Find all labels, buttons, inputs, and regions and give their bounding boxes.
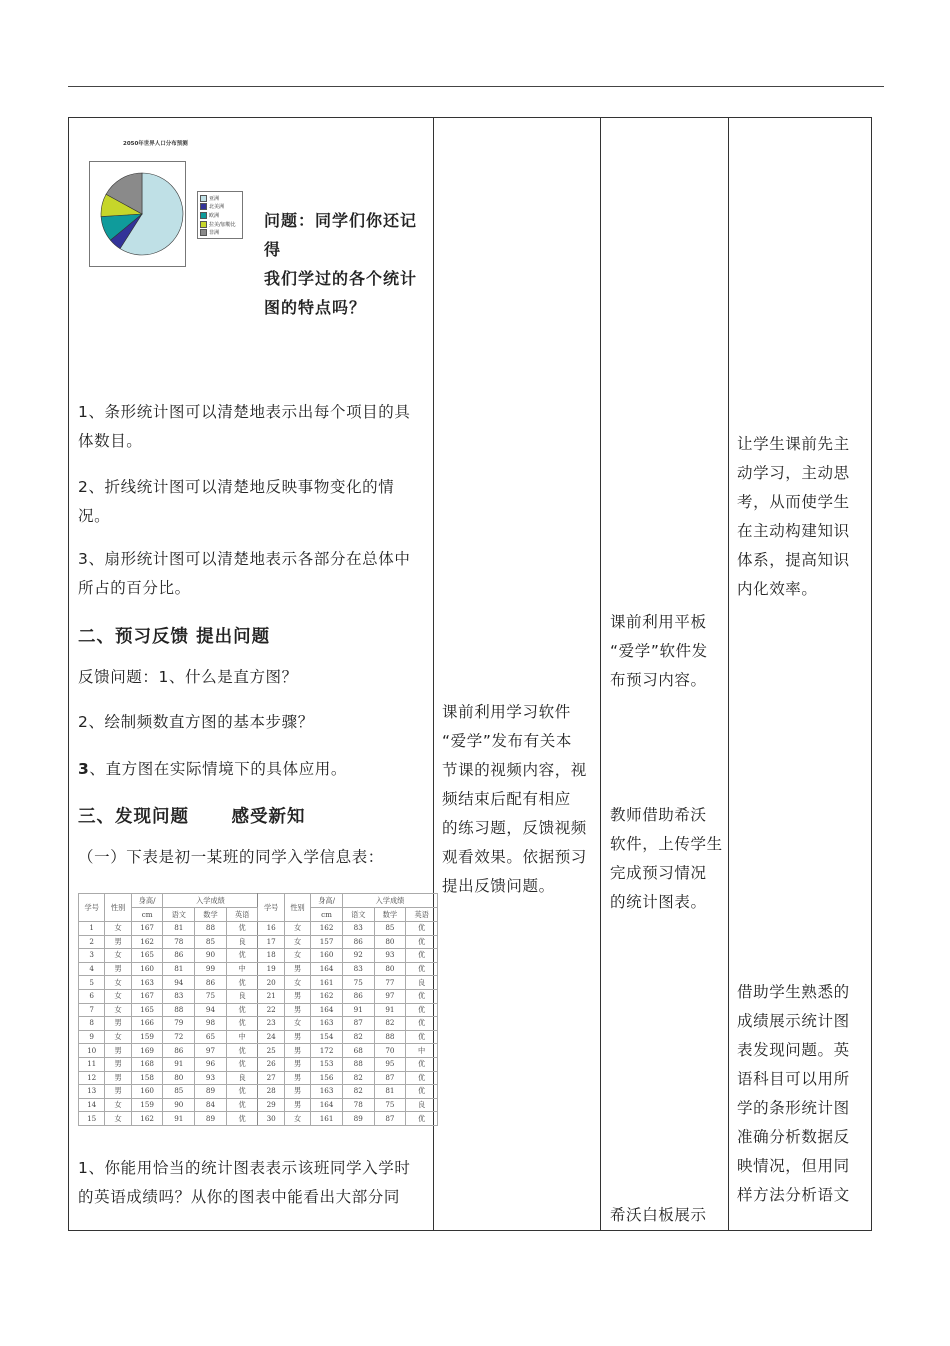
chinese-cell: 88 — [342, 1057, 374, 1071]
english-cell: 优 — [406, 1085, 438, 1099]
text-line: 完成预习情况 — [610, 864, 707, 882]
text-line: 样方法分析语文 — [737, 1186, 850, 1204]
chinese-cell: 75 — [342, 976, 374, 990]
math-cell: 89 — [195, 1085, 227, 1099]
math-cell: 88 — [195, 922, 227, 936]
chinese-cell: 82 — [342, 1071, 374, 1085]
height-cell: 159 — [131, 1030, 163, 1044]
id-cell: 22 — [258, 1003, 284, 1017]
gender-cell: 女 — [105, 976, 131, 990]
legend-item — [200, 228, 240, 237]
height-cell: 154 — [311, 1030, 343, 1044]
text-line: 2、折线统计图可以清楚地反映事物变化的情 — [78, 478, 395, 496]
english-cell: 良 — [226, 935, 258, 949]
legend-swatch — [200, 229, 207, 236]
chinese-cell: 92 — [342, 949, 374, 963]
tech-usage-2 — [610, 801, 726, 917]
table-row — [79, 1030, 438, 1044]
english-cell: 优 — [226, 1003, 258, 1017]
english-cell: 中 — [226, 962, 258, 976]
pie-chart-title: 2050年世界人口分布预测 — [123, 141, 188, 147]
height-cell: 162 — [311, 922, 343, 936]
feedback-1: 反馈问题：1、什么是直方图？ — [78, 668, 298, 686]
table-row — [79, 935, 438, 949]
legend-label: 北美洲 — [209, 204, 225, 211]
math-cell: 80 — [374, 935, 406, 949]
feedback-2: 2、绘制频数直方图的基本步骤？ — [78, 713, 314, 731]
legend-label: 亚洲 — [209, 195, 220, 202]
text-line: 动学习，主动思 — [737, 464, 850, 482]
id-cell: 7 — [79, 1003, 105, 1017]
legend-label: 非洲 — [209, 230, 220, 237]
gender-cell: 男 — [284, 1098, 310, 1112]
chinese-cell: 87 — [342, 1017, 374, 1031]
question-line: 图的特点吗？ — [264, 298, 367, 317]
gender-cell: 男 — [284, 1044, 310, 1058]
chinese-cell: 86 — [342, 935, 374, 949]
id-cell: 9 — [79, 1030, 105, 1044]
legend-swatch — [200, 203, 207, 210]
gender-cell: 男 — [105, 1085, 131, 1099]
chinese-cell: 94 — [163, 976, 195, 990]
chinese-cell: 86 — [163, 1044, 195, 1058]
table-row — [79, 1085, 438, 1099]
text-line: 映情况，但用同 — [737, 1157, 850, 1175]
english-question — [78, 1154, 430, 1212]
gender-cell: 男 — [105, 1017, 131, 1031]
question-line: 问题：同学们你还记得 — [264, 211, 418, 259]
id-cell: 2 — [79, 935, 105, 949]
point-2 — [78, 473, 430, 531]
id-cell: 15 — [79, 1112, 105, 1126]
math-cell: 93 — [195, 1071, 227, 1085]
math-cell: 87 — [374, 1112, 406, 1126]
table-row — [79, 1112, 438, 1126]
text-line: “爱学”发布有关本 — [442, 732, 572, 750]
text-line: 软件，上传学生 — [610, 835, 723, 853]
id-cell: 6 — [79, 989, 105, 1003]
id-cell: 17 — [258, 935, 284, 949]
english-cell: 优 — [226, 949, 258, 963]
header-chinese: 语文 — [342, 908, 374, 922]
height-cell: 163 — [311, 1017, 343, 1031]
id-cell: 26 — [258, 1057, 284, 1071]
header-gender: 性别 — [105, 894, 131, 922]
english-cell: 良 — [226, 1071, 258, 1085]
table-row — [79, 1071, 438, 1085]
chinese-cell: 81 — [163, 922, 195, 936]
chinese-cell: 88 — [163, 1003, 195, 1017]
math-cell: 97 — [195, 1044, 227, 1058]
header-height: 身高/ — [131, 894, 163, 908]
gender-cell: 女 — [105, 1098, 131, 1112]
height-cell: 156 — [311, 1071, 343, 1085]
gender-cell: 女 — [284, 1112, 310, 1126]
math-cell: 77 — [374, 976, 406, 990]
content-column — [69, 118, 433, 1230]
header-chinese: 语文 — [163, 908, 195, 922]
chinese-cell: 80 — [163, 1071, 195, 1085]
legend-item — [200, 211, 240, 220]
id-cell: 20 — [258, 976, 284, 990]
english-cell: 优 — [406, 1071, 438, 1085]
chinese-cell: 89 — [342, 1112, 374, 1126]
text-line: 观看效果。依据预习 — [442, 848, 587, 866]
feedback-3 — [78, 755, 347, 784]
english-cell: 优 — [406, 1112, 438, 1126]
tech-usage-1 — [610, 608, 726, 695]
height-cell: 158 — [131, 1071, 163, 1085]
id-cell: 24 — [258, 1030, 284, 1044]
legend-item — [200, 220, 240, 229]
chinese-cell: 91 — [342, 1003, 374, 1017]
english-cell: 优 — [226, 1085, 258, 1099]
table-row — [79, 1017, 438, 1031]
gender-cell: 女 — [284, 935, 310, 949]
text-line: 1、你能用恰当的统计图表表示该班同学入学时 — [78, 1159, 411, 1177]
table-row — [79, 1057, 438, 1071]
gender-cell: 女 — [105, 922, 131, 936]
gender-cell: 女 — [105, 989, 131, 1003]
table-intro: （一）下表是初一某班的同学入学信息表： — [78, 848, 384, 866]
math-cell: 85 — [374, 922, 406, 936]
id-cell: 8 — [79, 1017, 105, 1031]
id-cell: 25 — [258, 1044, 284, 1058]
id-cell: 16 — [258, 922, 284, 936]
id-cell: 13 — [79, 1085, 105, 1099]
header-height-unit: cm — [131, 908, 163, 922]
review-question — [264, 206, 433, 322]
point-3 — [78, 545, 430, 603]
gender-cell: 女 — [284, 976, 310, 990]
gender-cell: 男 — [284, 1003, 310, 1017]
header-english: 英语 — [226, 908, 258, 922]
math-cell: 65 — [195, 1030, 227, 1044]
chinese-cell: 82 — [342, 1030, 374, 1044]
math-cell: 81 — [374, 1085, 406, 1099]
text-line: 学的条形统计图 — [737, 1099, 850, 1117]
pie-legend — [197, 191, 243, 239]
text-line: 频结束后配有相应 — [442, 790, 571, 808]
tech-usage-3 — [610, 1201, 726, 1230]
chinese-cell: 81 — [163, 962, 195, 976]
text-line: 1、条形统计图可以清楚地表示出每个项目的具 — [78, 403, 411, 421]
table-header-row — [79, 894, 438, 908]
gender-cell: 男 — [105, 1044, 131, 1058]
english-cell: 中 — [406, 1044, 438, 1058]
math-cell: 82 — [374, 1017, 406, 1031]
gender-cell: 男 — [284, 962, 310, 976]
gender-cell: 男 — [284, 1071, 310, 1085]
table-row — [79, 949, 438, 963]
header-height-unit: cm — [311, 908, 343, 922]
column-divider — [728, 118, 729, 1230]
table-row — [79, 962, 438, 976]
chinese-cell: 90 — [163, 1098, 195, 1112]
math-cell: 84 — [195, 1098, 227, 1112]
text-line: 成绩展示统计图 — [737, 1012, 850, 1030]
english-cell: 优 — [226, 1112, 258, 1126]
english-cell: 优 — [406, 1030, 438, 1044]
english-cell: 优 — [226, 1044, 258, 1058]
text-line: 让学生课前先主 — [737, 435, 850, 453]
height-cell: 157 — [311, 935, 343, 949]
gender-cell: 男 — [105, 1057, 131, 1071]
height-cell: 167 — [131, 989, 163, 1003]
math-cell: 94 — [195, 1003, 227, 1017]
english-cell: 良 — [406, 976, 438, 990]
id-cell: 29 — [258, 1098, 284, 1112]
chinese-cell: 86 — [163, 949, 195, 963]
top-rule — [68, 86, 884, 87]
text-line: 的统计图表。 — [610, 893, 707, 911]
gender-cell: 女 — [105, 1003, 131, 1017]
text-line: 所占的百分比。 — [78, 579, 191, 597]
text-line: 体系，提高知识 — [737, 551, 850, 569]
header-english: 英语 — [406, 908, 438, 922]
table-row — [79, 1044, 438, 1058]
text-line: 提出反馈问题。 — [442, 877, 555, 895]
table-row — [79, 1003, 438, 1017]
chinese-cell: 79 — [163, 1017, 195, 1031]
id-cell: 3 — [79, 949, 105, 963]
design-intent-2 — [737, 978, 867, 1210]
math-cell: 87 — [374, 1071, 406, 1085]
height-cell: 165 — [131, 1003, 163, 1017]
chinese-cell: 86 — [342, 989, 374, 1003]
height-cell: 167 — [131, 922, 163, 936]
text-line: 在主动构建知识 — [737, 522, 850, 540]
english-cell: 优 — [226, 976, 258, 990]
student-activity — [442, 698, 596, 901]
height-cell: 161 — [311, 1112, 343, 1126]
text-line: 语科目可以用所 — [737, 1070, 850, 1088]
pie-chart-frame — [89, 161, 186, 267]
id-cell: 12 — [79, 1071, 105, 1085]
gender-cell: 男 — [284, 1030, 310, 1044]
height-cell: 161 — [311, 976, 343, 990]
english-cell: 优 — [406, 1003, 438, 1017]
text-line: 节课的视频内容，视 — [442, 761, 587, 779]
id-cell: 18 — [258, 949, 284, 963]
chinese-cell: 91 — [163, 1057, 195, 1071]
feedback-3-number: 3 — [78, 760, 90, 778]
height-cell: 163 — [131, 976, 163, 990]
math-cell: 89 — [195, 1112, 227, 1126]
table-row — [79, 976, 438, 990]
english-cell: 优 — [226, 1098, 258, 1112]
legend-item — [200, 194, 240, 203]
table-row — [79, 1098, 438, 1112]
height-cell: 166 — [131, 1017, 163, 1031]
height-cell: 164 — [311, 1098, 343, 1112]
math-cell: 80 — [374, 962, 406, 976]
design-intent-1 — [737, 430, 867, 604]
math-cell: 97 — [374, 989, 406, 1003]
english-cell: 优 — [406, 1057, 438, 1071]
grade-table — [78, 893, 438, 1126]
height-cell: 160 — [131, 962, 163, 976]
section-3-heading: 三、发现问题 感受新知 — [78, 807, 306, 827]
height-cell: 164 — [311, 1003, 343, 1017]
feedback-3-text: 、直方图在实际情境下的具体应用。 — [89, 760, 347, 778]
english-cell: 优 — [406, 989, 438, 1003]
text-line: 的练习题，反馈视频 — [442, 819, 587, 837]
gender-cell: 男 — [284, 1057, 310, 1071]
id-cell: 30 — [258, 1112, 284, 1126]
english-cell: 优 — [406, 949, 438, 963]
gender-cell: 男 — [105, 1071, 131, 1085]
text-line: 准确分析数据反 — [737, 1128, 850, 1146]
lesson-table — [68, 117, 872, 1231]
chinese-cell: 72 — [163, 1030, 195, 1044]
height-cell: 165 — [131, 949, 163, 963]
english-cell: 优 — [226, 1057, 258, 1071]
math-cell: 86 — [195, 976, 227, 990]
chinese-cell: 78 — [163, 935, 195, 949]
id-cell: 19 — [258, 962, 284, 976]
id-cell: 10 — [79, 1044, 105, 1058]
chinese-cell: 83 — [342, 922, 374, 936]
english-cell: 优 — [406, 1017, 438, 1031]
chinese-cell: 83 — [163, 989, 195, 1003]
id-cell: 11 — [79, 1057, 105, 1071]
chinese-cell: 82 — [342, 1085, 374, 1099]
text-line: 况。 — [78, 507, 111, 525]
text-line: 表发现问题。英 — [737, 1041, 850, 1059]
math-cell: 93 — [374, 949, 406, 963]
gender-cell: 女 — [284, 1017, 310, 1031]
english-cell: 优 — [226, 922, 258, 936]
header-math: 数学 — [374, 908, 406, 922]
table-row — [79, 989, 438, 1003]
header-gender: 性别 — [284, 894, 310, 922]
math-cell: 75 — [195, 989, 227, 1003]
column-divider — [600, 118, 601, 1230]
math-cell: 91 — [374, 1003, 406, 1017]
header-id: 学号 — [79, 894, 105, 922]
gender-cell: 男 — [284, 989, 310, 1003]
math-cell: 85 — [195, 935, 227, 949]
legend-label: 欧洲 — [209, 212, 220, 219]
math-cell: 99 — [195, 962, 227, 976]
id-cell: 4 — [79, 962, 105, 976]
question-line: 我们学过的各个统计 — [264, 269, 418, 288]
text-line: 布预习内容。 — [610, 671, 707, 689]
height-cell: 160 — [311, 949, 343, 963]
english-cell: 中 — [226, 1030, 258, 1044]
text-line: 体数目。 — [78, 432, 143, 450]
header-scores: 入学成绩 — [342, 894, 437, 908]
pie-chart — [90, 162, 185, 266]
header-scores: 入学成绩 — [163, 894, 258, 908]
id-cell: 28 — [258, 1085, 284, 1099]
chinese-cell: 85 — [163, 1085, 195, 1099]
id-cell: 1 — [79, 922, 105, 936]
height-cell: 153 — [311, 1057, 343, 1071]
math-cell: 98 — [195, 1017, 227, 1031]
math-cell: 96 — [195, 1057, 227, 1071]
point-1 — [78, 398, 430, 456]
height-cell: 168 — [131, 1057, 163, 1071]
english-cell: 良 — [226, 989, 258, 1003]
height-cell: 160 — [131, 1085, 163, 1099]
gender-cell: 女 — [284, 922, 310, 936]
math-cell: 90 — [195, 949, 227, 963]
chinese-cell: 91 — [163, 1112, 195, 1126]
height-cell: 172 — [311, 1044, 343, 1058]
english-cell: 良 — [406, 1098, 438, 1112]
height-cell: 169 — [131, 1044, 163, 1058]
legend-label: 拉美/加勒比 — [209, 221, 236, 228]
id-cell: 21 — [258, 989, 284, 1003]
gender-cell: 女 — [284, 949, 310, 963]
chinese-cell: 68 — [342, 1044, 374, 1058]
text-line: 的英语成绩吗？从你的图表中能看出大部分同 — [78, 1188, 401, 1206]
gender-cell: 男 — [105, 935, 131, 949]
height-cell: 159 — [131, 1098, 163, 1112]
math-cell: 88 — [374, 1030, 406, 1044]
legend-swatch — [200, 195, 207, 202]
text-line: 内化效率。 — [737, 580, 818, 598]
text-line: 教师借助希沃 — [610, 806, 707, 824]
height-cell: 164 — [311, 962, 343, 976]
header-id: 学号 — [258, 894, 284, 922]
header-height: 身高/ — [311, 894, 343, 908]
text-line: 课前利用学习软件 — [442, 703, 571, 721]
english-cell: 优 — [406, 922, 438, 936]
height-cell: 162 — [131, 935, 163, 949]
gender-cell: 男 — [284, 1085, 310, 1099]
math-cell: 95 — [374, 1057, 406, 1071]
id-cell: 14 — [79, 1098, 105, 1112]
height-cell: 163 — [311, 1085, 343, 1099]
id-cell: 5 — [79, 976, 105, 990]
id-cell: 23 — [258, 1017, 284, 1031]
gender-cell: 男 — [105, 962, 131, 976]
legend-swatch — [200, 212, 207, 219]
header-math: 数学 — [195, 908, 227, 922]
id-cell: 27 — [258, 1071, 284, 1085]
legend-item — [200, 203, 240, 212]
text-line: 3、扇形统计图可以清楚地表示各部分在总体中 — [78, 550, 411, 568]
gender-cell: 女 — [105, 1030, 131, 1044]
chinese-cell: 83 — [342, 962, 374, 976]
math-cell: 70 — [374, 1044, 406, 1058]
english-cell: 优 — [406, 962, 438, 976]
gender-cell: 女 — [105, 1112, 131, 1126]
english-cell: 优 — [406, 935, 438, 949]
text-line: 借助学生熟悉的 — [737, 983, 850, 1001]
height-cell: 162 — [311, 989, 343, 1003]
english-cell: 优 — [226, 1017, 258, 1031]
text-line: 课前利用平板 — [610, 613, 707, 631]
table-row — [79, 922, 438, 936]
text-line: “爱学”软件发 — [610, 642, 708, 660]
chinese-cell: 78 — [342, 1098, 374, 1112]
text-line: 希沃白板展示 — [610, 1206, 707, 1224]
text-line: 考，从而使学生 — [737, 493, 850, 511]
section-2-heading: 二、预习反馈 提出问题 — [78, 627, 271, 647]
height-cell: 162 — [131, 1112, 163, 1126]
gender-cell: 女 — [105, 949, 131, 963]
legend-swatch — [200, 221, 207, 228]
math-cell: 75 — [374, 1098, 406, 1112]
